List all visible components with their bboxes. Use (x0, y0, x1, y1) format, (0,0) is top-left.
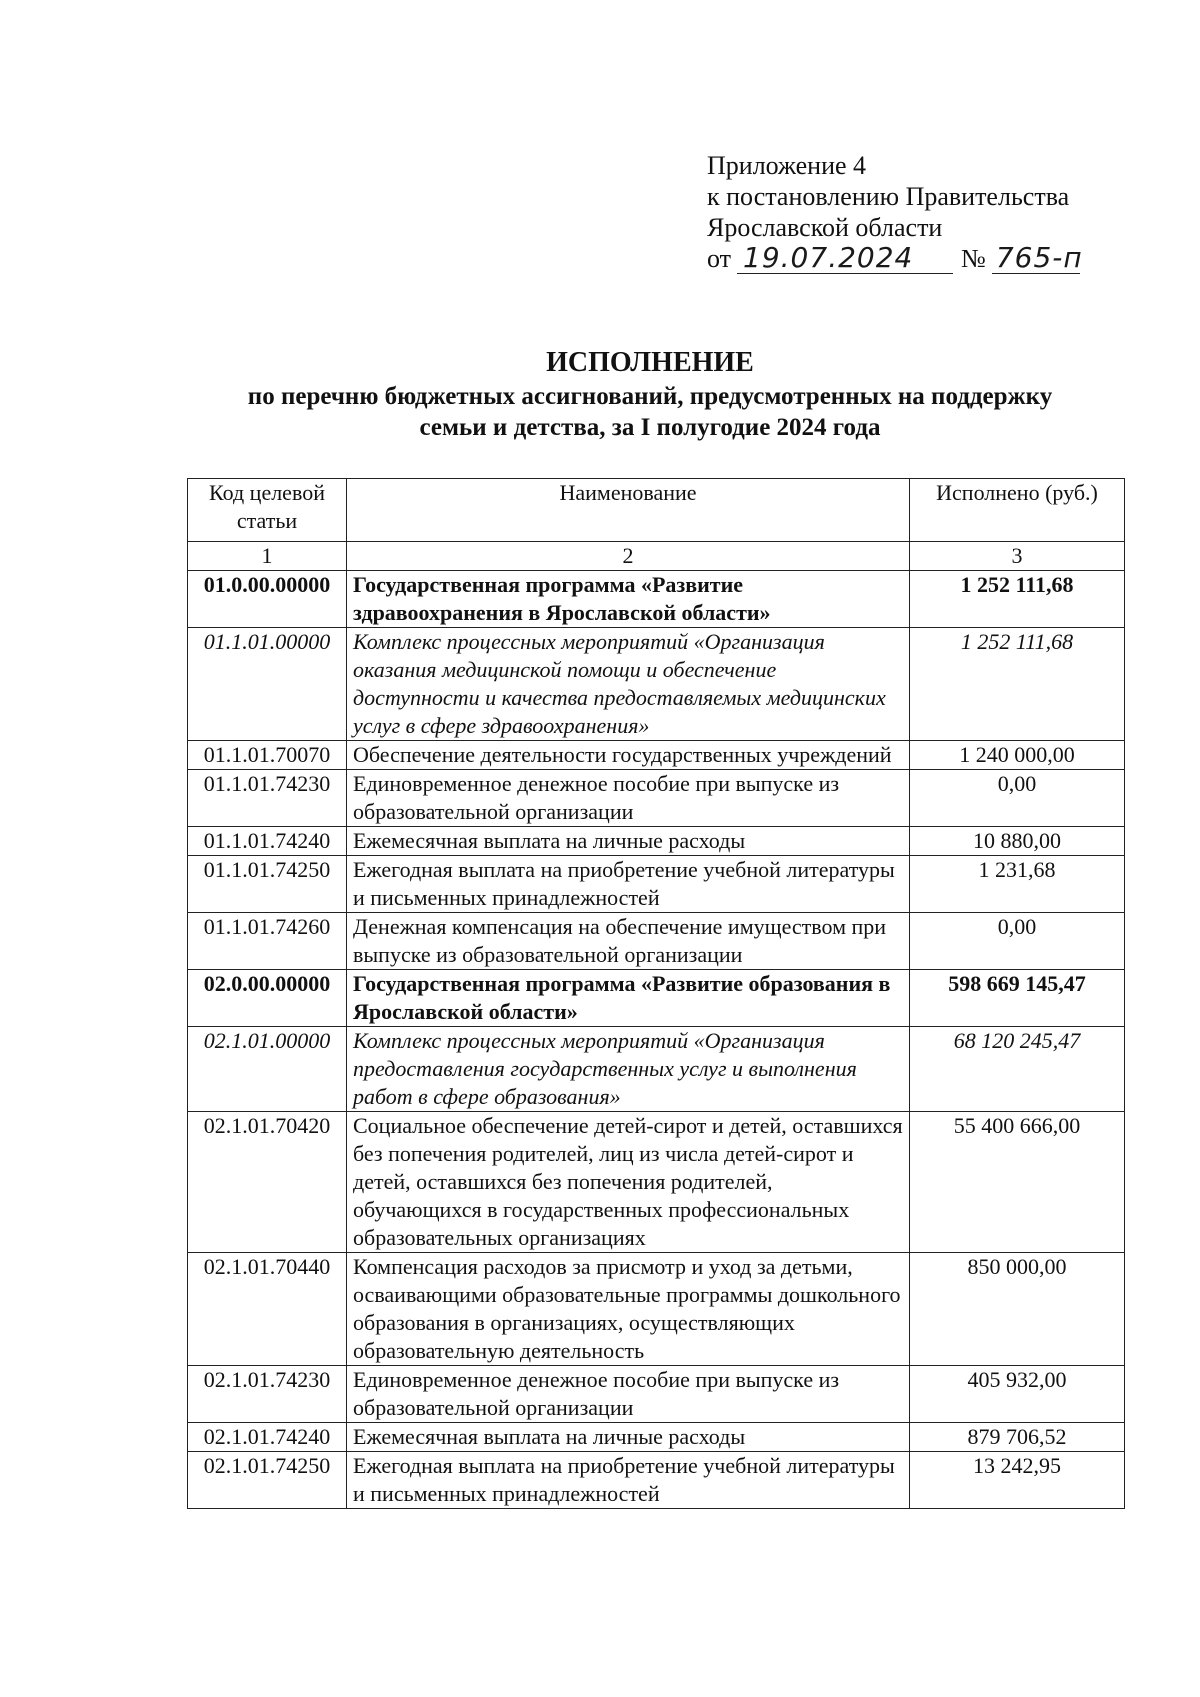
row-code: 01.0.00.00000 (188, 571, 347, 628)
appendix-header (707, 150, 1083, 274)
number-prefix: № (961, 244, 986, 273)
title-line-2: по перечню бюджетных ассигнований, предусмотренных на поддержку (247, 383, 1053, 410)
row-code: 02.1.01.74230 (188, 1366, 347, 1423)
row-amount: 1 240 000,00 (910, 741, 1125, 770)
row-code: 02.1.01.74250 (188, 1452, 347, 1509)
column-number-1: 1 (188, 542, 347, 571)
budget-table (187, 478, 1125, 1509)
table-row (188, 1253, 1125, 1366)
table-row (188, 1366, 1125, 1423)
appendix-line-3: Ярославской области (707, 213, 943, 242)
row-code: 01.1.01.74250 (188, 856, 347, 913)
handwritten-date: 19.07.2024 (737, 243, 953, 274)
row-code: 01.1.01.70070 (188, 741, 347, 770)
row-amount: 879 706,52 (910, 1423, 1125, 1452)
table-row (188, 1423, 1125, 1452)
row-amount: 10 880,00 (910, 827, 1125, 856)
header-code: Код целевой статьи (188, 479, 347, 542)
row-amount: 1 231,68 (910, 856, 1125, 913)
column-number-3: 3 (910, 542, 1125, 571)
column-number-row (188, 542, 1125, 571)
table-row (188, 770, 1125, 827)
appendix-line-1: Приложение 4 (707, 151, 867, 180)
title-line-1: ИСПОЛНЕНИЕ (546, 347, 754, 378)
row-name: Компенсация расходов за присмотр и уход за детьми, осваивающими образовательные программы дошкольного образования в организациях, осуществляющих образовательную деятельность (347, 1253, 910, 1366)
table-row (188, 970, 1125, 1027)
row-amount: 1 252 111,68 (910, 571, 1125, 628)
column-number-2: 2 (347, 542, 910, 571)
row-name: Государственная программа «Развитие здравоохранения в Ярославской области» (347, 571, 910, 628)
row-amount: 1 252 111,68 (910, 628, 1125, 741)
table-row (188, 1452, 1125, 1509)
appendix-line-2: к постановлению Правительства (707, 182, 1070, 211)
table-row (188, 913, 1125, 970)
row-name: Денежная компенсация на обеспечение имуществом при выпуске из образовательной организации (347, 913, 910, 970)
row-code: 02.0.00.00000 (188, 970, 347, 1027)
row-name: Государственная программа «Развитие образования в Ярославской области» (347, 970, 910, 1027)
header-amount: Исполнено (руб.) (910, 479, 1125, 542)
row-name: Социальное обеспечение детей-сирот и детей, оставшихся без попечения родителей, лиц из числа детей-сирот и детей, оставшихся без попечения родителей, обучающихся в государственных профессиональных образовательных организациях (347, 1112, 910, 1253)
row-name: Ежемесячная выплата на личные расходы (347, 827, 910, 856)
header-name: Наименование (347, 479, 910, 542)
handwritten-number: 765-п (992, 243, 1080, 274)
row-code: 01.1.01.74230 (188, 770, 347, 827)
table-header-row (188, 479, 1125, 542)
table-row (188, 827, 1125, 856)
row-code: 01.1.01.74260 (188, 913, 347, 970)
table-row (188, 628, 1125, 741)
row-amount: 405 932,00 (910, 1366, 1125, 1423)
appendix-date-line (707, 241, 1083, 274)
row-amount: 0,00 (910, 770, 1125, 827)
row-code: 01.1.01.00000 (188, 628, 347, 741)
table-row (188, 741, 1125, 770)
row-amount: 68 120 245,47 (910, 1027, 1125, 1112)
table-row (188, 1027, 1125, 1112)
title-line-3: семьи и детства, за I полугодие 2024 года (419, 414, 881, 441)
table-row (188, 571, 1125, 628)
table-row (188, 856, 1125, 913)
row-code: 02.1.01.00000 (188, 1027, 347, 1112)
row-amount: 13 242,95 (910, 1452, 1125, 1509)
row-code: 01.1.01.74240 (188, 827, 347, 856)
row-name: Комплекс процессных мероприятий «Организация оказания медицинской помощи и обеспечение доступности и качества предоставляемых медицинских услуг в сфере здравоохранения» (347, 628, 910, 741)
row-name: Ежегодная выплата на приобретение учебной литературы и письменных принадлежностей (347, 856, 910, 913)
row-amount: 598 669 145,47 (910, 970, 1125, 1027)
row-name: Обеспечение деятельности государственных учреждений (347, 741, 910, 770)
document-title (180, 345, 1120, 443)
row-name: Ежемесячная выплата на личные расходы (347, 1423, 910, 1452)
date-prefix: от (707, 244, 732, 273)
row-name: Единовременное денежное пособие при выпуске из образовательной организации (347, 770, 910, 827)
row-amount: 850 000,00 (910, 1253, 1125, 1366)
row-name: Ежегодная выплата на приобретение учебной литературы и письменных принадлежностей (347, 1452, 910, 1509)
row-code: 02.1.01.70420 (188, 1112, 347, 1253)
row-amount: 55 400 666,00 (910, 1112, 1125, 1253)
row-amount: 0,00 (910, 913, 1125, 970)
row-code: 02.1.01.70440 (188, 1253, 347, 1366)
row-name: Единовременное денежное пособие при выпуске из образовательной организации (347, 1366, 910, 1423)
row-code: 02.1.01.74240 (188, 1423, 347, 1452)
row-name: Комплекс процессных мероприятий «Организация предоставления государственных услуг и выполнения работ в сфере образования» (347, 1027, 910, 1112)
table-row (188, 1112, 1125, 1253)
